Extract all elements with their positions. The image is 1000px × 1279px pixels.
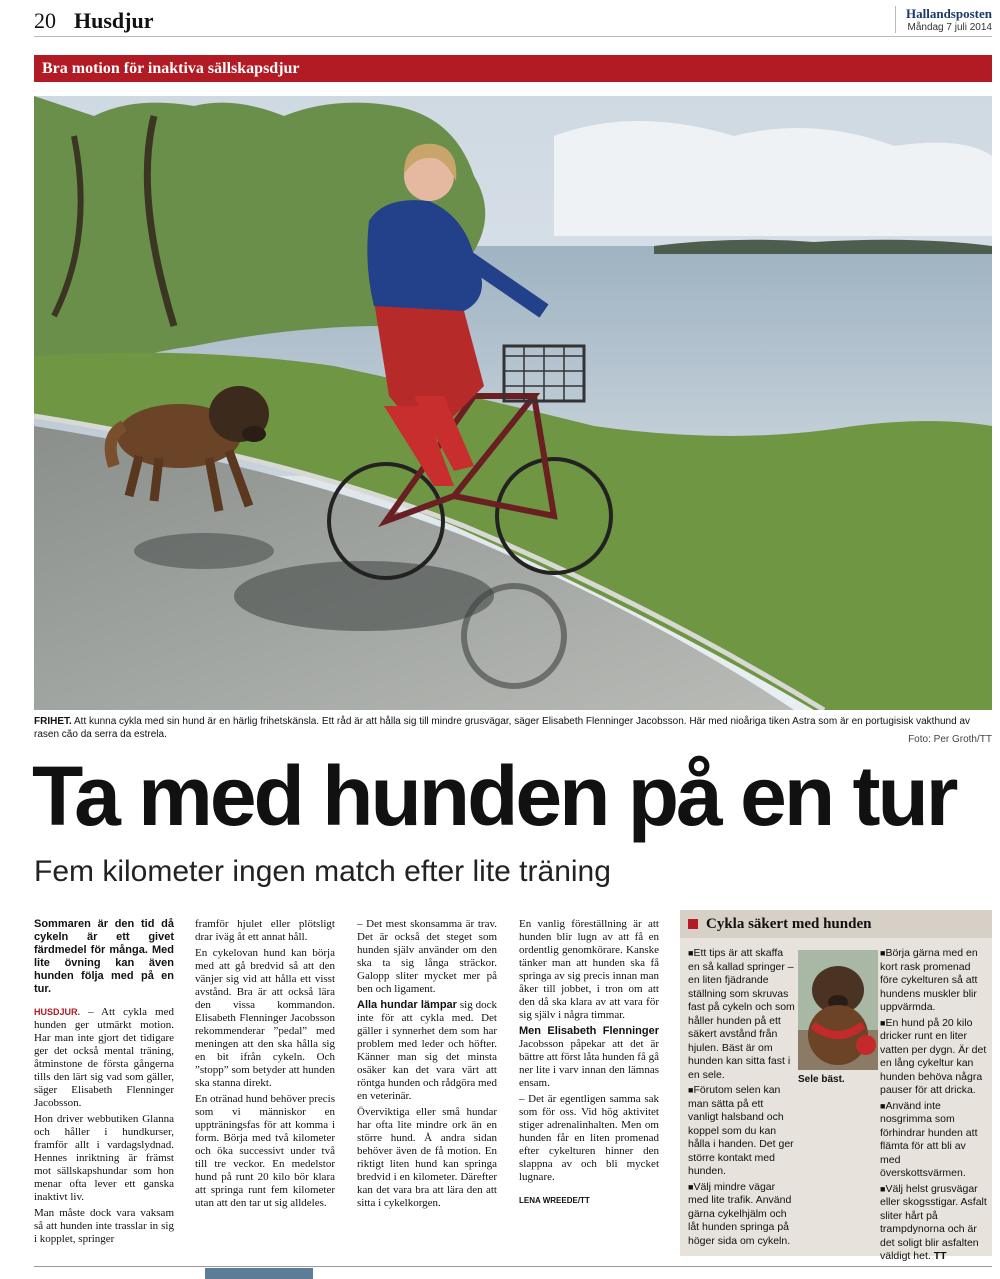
fact-item: ■ Förutom selen kan man sätta på ett vanligt halsband och koppel som du kan hålla i handen. Det ger större kontakt med hunden. xyxy=(688,1084,796,1179)
article-column-4 xyxy=(519,918,659,1210)
section-title: Husdjur xyxy=(74,8,154,33)
paragraph: Man måste dock vara vaksam så att hunden inte trasslar in sig i kopplet, springer xyxy=(34,1207,174,1245)
article-column-1 xyxy=(34,918,174,1249)
paragraph: Jacobsson påpekar att det är bättre att först låta hunden få gå ner lite i varv innan den lämnas ensam. xyxy=(519,1038,659,1089)
square-icon xyxy=(688,919,698,929)
dog-photo xyxy=(798,950,878,1070)
bottom-divider xyxy=(34,1266,992,1267)
article-column-3 xyxy=(357,918,497,1213)
fact-item xyxy=(880,1183,988,1264)
paragraph: Hon driver webbutiken Glanna och håller i hundkurser, framför allt i vardagslydnad. Hennes inriktning är främst mot sällskapshundar som hon menar ofta lever ett ganska inaktivt liv. xyxy=(34,1113,174,1203)
newspaper-name: Hallandsposten xyxy=(906,6,992,21)
next-article-photo xyxy=(205,1268,313,1279)
fact-item-source: TT xyxy=(933,1250,947,1262)
fact-item-text: Välj helst grusvägar eller skogsstigar. Asfalt sliter hårt på trampdynorna och är det soligt blir asfalten väldigt het. xyxy=(880,1182,987,1262)
article-column-2 xyxy=(195,918,335,1213)
article-lead: Sommaren är den tid då cykeln är ett givet färdmedel för många. Med lite övning kan även hunden följa med på en tur. xyxy=(34,918,174,995)
fact-item: ■ Använd inte nosgrimma som förhindrar hunden att flämta för att bli av med överskottsvärmen. xyxy=(880,1100,988,1181)
fact-box-left-column xyxy=(688,947,796,1250)
caption-tag: FRIHET. xyxy=(34,716,72,727)
paragraph: – Det mest skonsamma är trav. Det är också det steget som hunden själv använder om den ska ta sig långa sträckor. Galopp sliter mycket mer på ben och ligament. xyxy=(357,918,497,995)
fact-box-right-column xyxy=(880,947,988,1266)
fact-item: ■ Ett tips är att skaffa en så kallad springer – en liten fjädrande ställning som skruvas fast på cykeln och som håller hunden på ett säkert avstånd från hjulen. Bäst är om hunden kan sitta fast i en sele. xyxy=(688,947,796,1082)
fact-box-title-text: Cykla säkert med hunden xyxy=(706,916,872,932)
photo-credit: Foto: Per Groth/TT xyxy=(908,734,992,745)
paragraph: sig dock inte för att cykla med. Det gäller i synnerhet dem som har problem med leder och höfter. Känner man sig det minsta osäker kan det vara värt att röntga hunden och rådgöra med en veterinär. xyxy=(357,999,497,1102)
fact-item: ■ Börja gärna med en kort rask promenad före cykelturen så att hundens muskler blir uppvärmda. xyxy=(880,947,988,1015)
paragraph: En otränad hund behöver precis som vi människor en uppträningsfas för att komma i form. Börja med två kilometer och öka successivt under två till tre veckor. En medelstor hund på runt 20 kilo bör klara att springa runt fem kilometer utan att den tar ut sig alldeles. xyxy=(195,1093,335,1209)
paragraph: Överviktiga eller små hundar har ofta lite mindre ork än en större hund. Å andra sidan behöver även de få motion. En riktigt liten hund kan springa bredvid i en kilometer. Därefter kan det vara bra att lära den att sitta i cykelkorgen. xyxy=(357,1106,497,1209)
paragraph: – Det är egentligen samma sak som för oss. Vid hög aktivitet stiger adrenalinhalten. Men om hunden får en liten promenad efter cykelturen hinner den slappna av och bli mycket lugnare. xyxy=(519,1093,659,1183)
intertitle: Men Elisabeth Flenninger xyxy=(519,1025,659,1037)
page-number: 20 xyxy=(34,8,56,33)
paragraph: – Att cykla med hunden ger utmärkt motion. Har man inte gjort det tidigare ger det också mental träning, åtminstone de första gångerna tills den lärt sig vad som gäller, säger Elisabeth Flenninger Jacobsson. xyxy=(34,1006,174,1109)
subheadline: Fem kilometer ingen match efter lite träning xyxy=(34,855,611,888)
fact-item: ■ En hund på 20 kilo dricker runt en liter vatten per dygn. Är det en lång cykeltur kan hunden behöva några pauser för att dricka. xyxy=(880,1017,988,1098)
byline: LENA WREEDE/TT xyxy=(519,1196,590,1205)
cyclist-with-dog-image xyxy=(34,96,992,710)
paragraph: En cykelovan hund kan börja med att gå bredvid så att den vänjer sig vid att hålla ett visst avstånd. Bra är att också lära den vissa kommandon. Elisabeth Flenninger Jacobsson rekommenderar ”pedal” med meningen att den ska hålla sig en bit ifrån cykeln. Och ”stopp” som betyder att hunden ska stanna direkt. xyxy=(195,947,335,1089)
dog-photo-caption: Sele bäst. xyxy=(798,1074,845,1085)
issue-date: Måndag 7 juli 2014 xyxy=(907,22,992,33)
paragraph: framför hjulet eller plötsligt drar iväg åt ett annat håll. xyxy=(195,918,335,943)
topic-banner: Bra motion för inaktiva sällskapsdjur xyxy=(34,55,992,82)
paragraph: En vanlig föreställning är att hunden blir lugn av att få en ordentlig genomkörare. Kanske tänker man att hunden ska få springa av sig precis innan man åker till jobbet, i tron om att den då ska klara av att vara för sig själv i några timmar. xyxy=(519,918,659,1021)
dog-in-harness-image xyxy=(798,950,878,1070)
photo-caption xyxy=(34,715,992,741)
fact-item: ■ Välj mindre vägar med lite trafik. Använd gärna cykelhjälm och låt hunden springa på höger sida om cykeln. xyxy=(688,1181,796,1249)
caption-text: Att kunna cykla med sin hund är en härlig frihetskänsla. Ett råd är att hålla sig till mindre grusvägar, säger Elisabeth Flenninger Jacobsson. Här med nioåriga tiken Astra som är en portugisisk vakthund av rasen cão da serra da estrela. xyxy=(34,716,971,740)
masthead xyxy=(895,6,992,33)
fact-box-title xyxy=(680,910,992,938)
intertitle: Alla hundar lämpar xyxy=(357,999,457,1011)
headline: Ta med hunden på en tur xyxy=(32,749,956,843)
page-header xyxy=(34,6,992,37)
article-kicker: HUSDJUR. xyxy=(34,1007,81,1017)
main-photo xyxy=(34,96,992,710)
